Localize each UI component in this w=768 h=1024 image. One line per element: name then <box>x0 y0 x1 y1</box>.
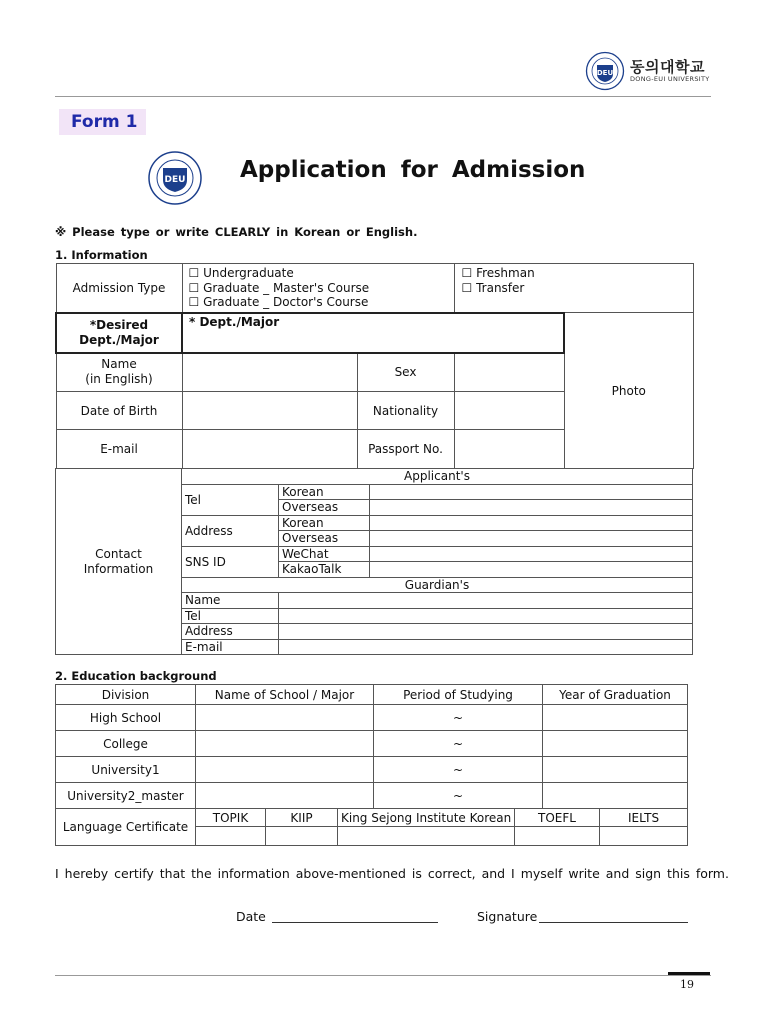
name-label: Name (in English) <box>56 353 182 392</box>
contact-table <box>55 468 693 655</box>
edu-graduation-field[interactable] <box>543 757 688 783</box>
instruction-note: ※ Please type or write CLEARLY in Korean or English. <box>55 225 418 239</box>
guardian-address-label: Address <box>182 624 279 640</box>
university-seal-icon <box>144 150 206 210</box>
edu-school-field[interactable] <box>196 757 374 783</box>
edu-school-field[interactable] <box>196 783 374 809</box>
logo-korean-name: 동의대학교 <box>630 58 705 76</box>
edu-graduation-field[interactable] <box>543 783 688 809</box>
email-field[interactable] <box>182 430 357 469</box>
nationality-field[interactable] <box>454 392 564 430</box>
logo-shield-text: DEU <box>596 69 614 77</box>
option-doctors[interactable]: ☐ Graduate _ Doctor's Course <box>188 295 369 309</box>
edu-header-division: Division <box>56 685 196 705</box>
tel-overseas-label: Overseas <box>279 500 370 516</box>
guardian-name-field[interactable] <box>279 593 693 609</box>
edu-header-period: Period of Studying <box>374 685 543 705</box>
signature-field[interactable] <box>539 922 688 923</box>
section-information-heading: 1. Information <box>55 248 148 262</box>
cert-king-sejong-field[interactable] <box>338 827 515 846</box>
kakaotalk-label: KakaoTalk <box>279 562 370 578</box>
option-transfer[interactable]: ☐ Transfer <box>461 280 525 295</box>
dob-field[interactable] <box>182 392 357 430</box>
logo-english-name: DONG-EUI UNIVERSITY <box>630 75 710 83</box>
page-number-bar <box>668 972 710 975</box>
applicant-tel-label: Tel <box>182 484 279 515</box>
university-logo-icon <box>585 51 625 95</box>
tel-overseas-field[interactable] <box>370 500 693 516</box>
cert-ielts-field[interactable] <box>600 827 688 846</box>
option-undergraduate[interactable]: ☐ Undergraduate <box>188 266 294 280</box>
guardian-email-label: E-mail <box>182 639 279 655</box>
edu-row-label: College <box>56 731 196 757</box>
desired-dept-label: *Desired Dept./Major <box>56 313 182 353</box>
cert-ielts-label: IELTS <box>600 809 688 827</box>
cert-kiip-label: KIIP <box>266 809 338 827</box>
kakaotalk-field[interactable] <box>370 562 693 578</box>
education-table <box>55 684 688 846</box>
edu-row-label: University2_master <box>56 783 196 809</box>
page-number: 19 <box>680 978 694 991</box>
sex-label: Sex <box>357 353 454 392</box>
guardian-tel-label: Tel <box>182 608 279 624</box>
address-korean-label: Korean <box>279 515 370 531</box>
tel-korean-field[interactable] <box>370 484 693 500</box>
header-rule <box>55 96 711 97</box>
signature-label: Signature <box>477 909 538 924</box>
edu-school-field[interactable] <box>196 731 374 757</box>
dept-major-field[interactable]: * Dept./Major <box>182 313 564 353</box>
edu-period-field[interactable]: ~ <box>374 757 543 783</box>
cert-kiip-field[interactable] <box>266 827 338 846</box>
edu-period-field[interactable]: ~ <box>374 783 543 809</box>
section-education-heading: 2. Education background <box>55 669 217 683</box>
passport-field[interactable] <box>454 430 564 469</box>
edu-graduation-field[interactable] <box>543 731 688 757</box>
address-overseas-field[interactable] <box>370 531 693 547</box>
form-tag: Form 1 <box>59 109 146 135</box>
language-cert-label: Language Certificate <box>56 809 196 846</box>
dob-label: Date of Birth <box>56 392 182 430</box>
date-field[interactable] <box>272 922 438 923</box>
address-korean-field[interactable] <box>370 515 693 531</box>
passport-label: Passport No. <box>357 430 454 469</box>
contact-info-label: Contact Information <box>56 469 182 655</box>
information-table <box>55 263 694 469</box>
edu-school-field[interactable] <box>196 705 374 731</box>
tel-korean-label: Korean <box>279 484 370 500</box>
nationality-label: Nationality <box>357 392 454 430</box>
photo-box: Photo <box>564 313 693 469</box>
admission-type-label: Admission Type <box>56 264 182 313</box>
guardian-email-field[interactable] <box>279 639 693 655</box>
applicant-address-label: Address <box>182 515 279 546</box>
address-overseas-label: Overseas <box>279 531 370 547</box>
guardian-address-field[interactable] <box>279 624 693 640</box>
cert-topik-field[interactable] <box>196 827 266 846</box>
wechat-label: WeChat <box>279 546 370 562</box>
entry-type-options <box>454 264 693 313</box>
name-field[interactable] <box>182 353 357 392</box>
applicants-header: Applicant's <box>182 469 693 485</box>
edu-period-field[interactable]: ~ <box>374 705 543 731</box>
date-label: Date <box>236 909 266 924</box>
cert-toefl-label: TOEFL <box>515 809 600 827</box>
edu-header-graduation: Year of Graduation <box>543 685 688 705</box>
seal-shield-text: DEU <box>164 175 186 185</box>
edu-graduation-field[interactable] <box>543 705 688 731</box>
sns-id-label: SNS ID <box>182 546 279 577</box>
edu-header-school: Name of School / Major <box>196 685 374 705</box>
certification-statement: I hereby certify that the information above-mentioned is correct, and I myself write and sign this form. <box>55 866 729 881</box>
admission-type-options <box>182 264 454 313</box>
cert-toefl-field[interactable] <box>515 827 600 846</box>
wechat-field[interactable] <box>370 546 693 562</box>
guardian-name-label: Name <box>182 593 279 609</box>
guardian-tel-field[interactable] <box>279 608 693 624</box>
footer-rule <box>55 975 711 976</box>
edu-row-label: High School <box>56 705 196 731</box>
option-freshman[interactable]: ☐ Freshman <box>461 266 535 280</box>
edu-period-field[interactable]: ~ <box>374 731 543 757</box>
page-title: Application for Admission <box>240 157 586 183</box>
guardians-header: Guardian's <box>182 577 693 593</box>
option-masters[interactable]: ☐ Graduate _ Master's Course <box>188 280 370 295</box>
email-label: E-mail <box>56 430 182 469</box>
edu-row-label: University1 <box>56 757 196 783</box>
sex-field[interactable] <box>454 353 564 392</box>
cert-topik-label: TOPIK <box>196 809 266 827</box>
cert-king-sejong-label: King Sejong Institute Korean <box>338 809 515 827</box>
